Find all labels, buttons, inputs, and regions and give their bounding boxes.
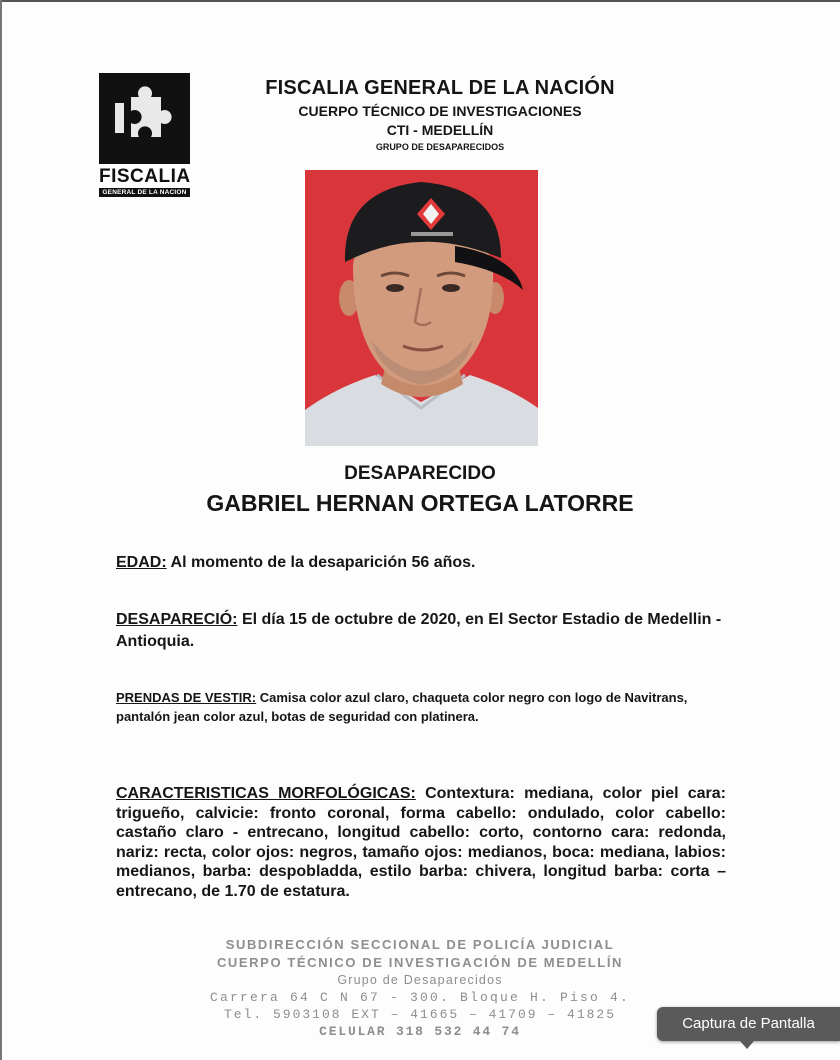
edad-text: Al momento de la desaparición 56 años.	[166, 554, 476, 571]
footer-line-2: CUERPO TÉCNICO DE INVESTIGACIÓN DE MEDELLÍN	[216, 955, 624, 970]
screenshot-tooltip: Captura de Pantalla	[657, 1007, 840, 1041]
fiscalia-logo	[99, 73, 190, 197]
person-name: GABRIEL HERNAN ORTEGA LATORRE	[206, 490, 634, 516]
header-title: FISCALIA GENERAL DE LA NACIÓN	[265, 77, 615, 99]
edad-label: EDAD:	[116, 554, 167, 571]
footer-line-1: SUBDIRECCIÓN SECCIONAL DE POLICÍA JUDICIAL	[225, 937, 615, 952]
desaparecio-text: El día 15 de octubre de 2020, en El Sector Estadio de Medellin - Antioquia.	[116, 611, 722, 650]
prendas-text: Camisa color azul claro, chaqueta color negro con logo de Navitrans, pantalón jean color azul, botas de seguridad con platinera.	[116, 690, 688, 724]
footer-address: Carrera 64 C N 67 - 300. Bloque H. Piso 4.	[209, 990, 631, 1005]
puzzle-icon	[99, 73, 190, 164]
status-label: DESAPARECIDO	[344, 463, 496, 484]
header-group: GRUPO DE DESAPARECIDOS	[375, 142, 505, 152]
section-edad	[116, 554, 726, 572]
section-desaparecio	[116, 609, 726, 653]
section-caracteristicas	[116, 784, 726, 901]
caracteristicas-text: Contextura: mediana, color piel cara: trigueño, calvicie: fronto coronal, forma cabello: ondulado, color cabello: castaño claro - entrecano, longitud cabello: corto, contorno cara: redonda, nariz: recta, color ojos: negros, tamaño ojos: medianos, boca: mediana, labios: medianos, barba: despobladda, estilo barba: chivera, longitud barba: corta – entrecano, de 1.70 de estatura.	[116, 785, 726, 900]
left-border	[0, 0, 2, 1060]
top-border	[0, 0, 840, 2]
tooltip-arrow	[740, 1041, 754, 1049]
header-subtitle: CUERPO TÉCNICO DE INVESTIGACIONES	[298, 103, 582, 119]
desaparecio-label: DESAPARECIÓ:	[116, 611, 238, 628]
missing-person-photo	[305, 170, 538, 446]
logo-subtitle: GENERAL DE LA NACION	[99, 188, 190, 197]
logo-word: FISCALIA	[99, 166, 191, 187]
prendas-label: PRENDAS DE VESTIR:	[116, 690, 257, 705]
footer-phone: Tel. 5903108 EXT – 41665 – 41709 – 41825	[223, 1007, 617, 1022]
section-prendas	[116, 688, 726, 726]
header-unit: CTI - MEDELLÍN	[386, 122, 494, 138]
footer-cellphone: CELULAR 318 532 44 74	[319, 1024, 521, 1039]
footer-line-3: Grupo de Desaparecidos	[337, 973, 503, 987]
caracteristicas-label: CARACTERISTICAS MORFOLÓGICAS:	[116, 785, 416, 802]
